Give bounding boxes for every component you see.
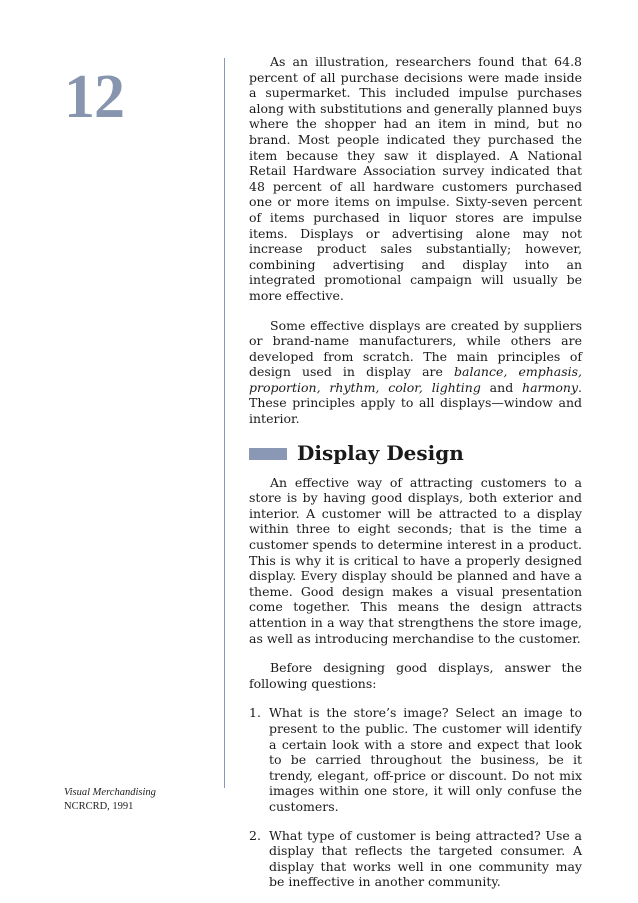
- section-paragraph: An effective way of attracting customers to a store is by having good displays, both exterior and interior. A customer will be attracted to a display within three to eight seconds; that is the time a customer spends to determine interest in a product. This is why it is critical to have a properly designed display. Every display should be planned and have a theme. Good design makes a visual presentation come together. This means the design attracts attention in a way that strengthens the store image, as well as introducing merchandise to the customer.: [249, 474, 582, 646]
- principles-text-and: and: [480, 379, 523, 395]
- section-heading-text: Display Design: [297, 440, 464, 465]
- intro-paragraph: As an illustration, researchers found that 64.8 percent of all purchase decisions were made inside a supermarket. This included impulse purchases along with substitutions and generally planned buys where the shopper had an item in mind, but no brand. Most people indicated they purchased the item because they saw it displayed. A National Retail Hardware Association survey indicated that 48 percent of all hardware customers purchased one or more items on impulse. Sixty-seven percent of items purchased in liquor stores are impulse items. Displays or advertising alone may not increase product sales substantially; however, combining advertising and display into an integrated promotional campaign will usually be more effective.: [249, 54, 582, 303]
- section-heading: [249, 441, 582, 467]
- list-item-number: 2.: [249, 827, 261, 843]
- heading-bar: [249, 448, 287, 460]
- footer-source: NCRCRD, 1991: [64, 801, 134, 812]
- list-item: [249, 705, 582, 814]
- vertical-divider: [224, 58, 225, 788]
- principles-text-before: Some effective displays are created by suppliers or brand-name manufacturers, while others are developed from scratch. The main principles of design used in display are: [249, 317, 582, 380]
- list-item-text: What type of customer is being attracted? Use a display that reflects the targeted consumer. A display that works well in one community may be ineffective in another community.: [269, 827, 582, 890]
- footer-title: Visual Merchandising: [64, 787, 156, 798]
- body-text: [249, 54, 582, 903]
- principles-last: harmony: [522, 379, 579, 395]
- principles-paragraph: [249, 318, 582, 427]
- list-item: [249, 828, 582, 890]
- principles-text-after: . These principles apply to all displays—window and interior.: [249, 379, 583, 427]
- chapter-number: 12: [64, 63, 124, 131]
- list-item-text: What is the store’s image? Select an image to present to the public. The customer will identify a certain look with a store and expect that look to be carried throughout the business, be it trendy, elegant, off-price or discount. Do not mix images within one store, it will only confuse the customers.: [269, 705, 582, 814]
- footer: [64, 786, 156, 814]
- question-list: [249, 705, 582, 890]
- list-item-number: 1.: [249, 705, 261, 721]
- section-paragraph: Before designing good displays, answer the following questions:: [249, 660, 582, 691]
- principles-list: balance, emphasis, proportion, rhythm, color, lighting: [249, 364, 582, 395]
